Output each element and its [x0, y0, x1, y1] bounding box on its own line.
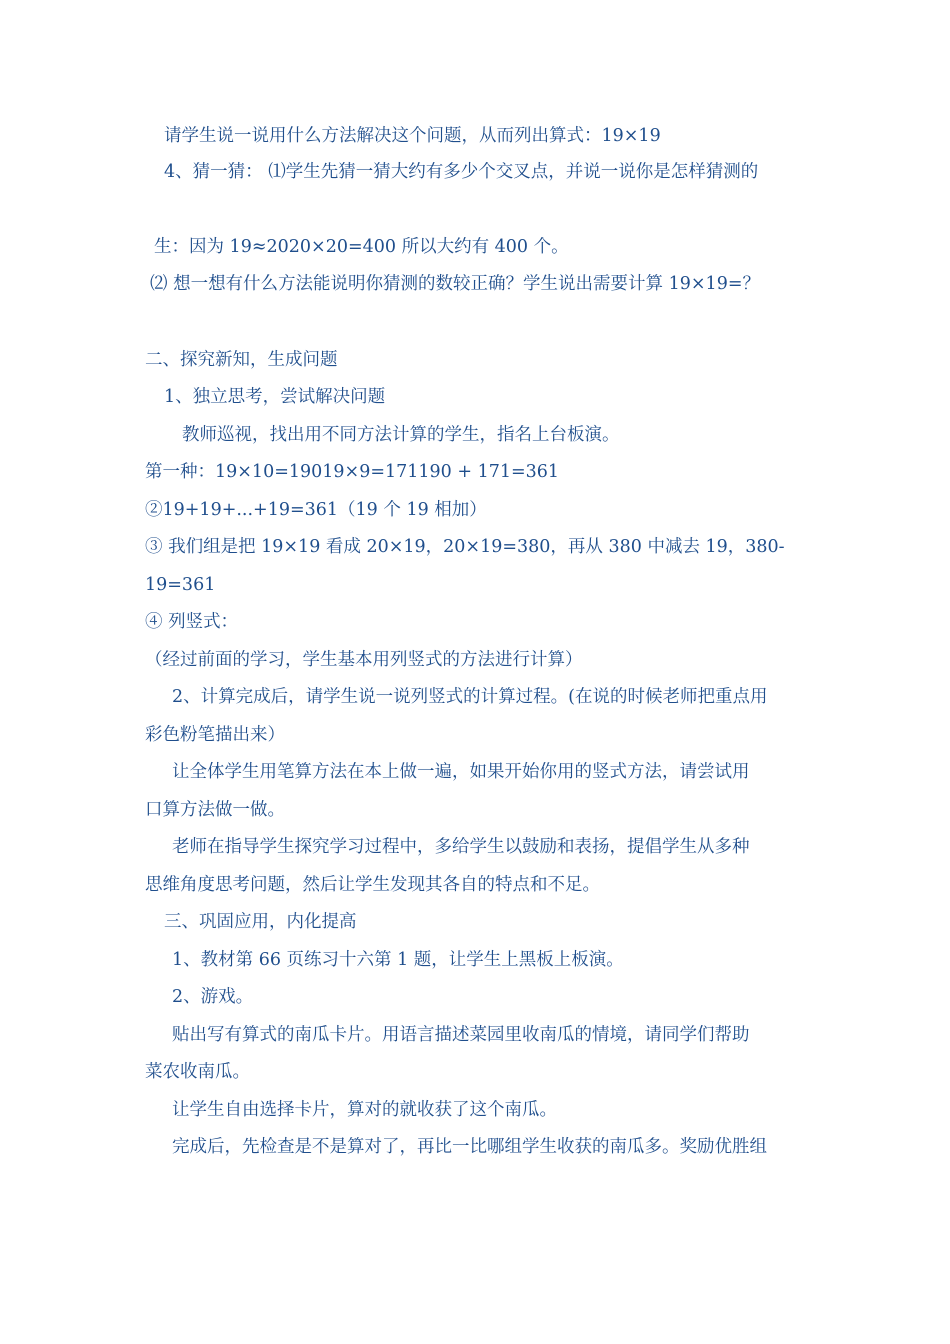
paragraph-line: 彩色粉笔描出来） [145, 725, 285, 745]
paragraph-line: 老师在指导学生探究学习过程中，多给学生以鼓励和表扬，提倡学生从多种 [172, 837, 750, 857]
method-line: ②19+19+...+19=361（19 个 19 相加） [145, 500, 487, 520]
paragraph-line: 让学生自由选择卡片，算对的就收获了这个南瓜。 [172, 1100, 557, 1120]
paragraph-line: 贴出写有算式的南瓜卡片。用语言描述菜园里收南瓜的情境，请同学们帮助 [172, 1025, 750, 1045]
paragraph-line: 教师巡视，找出用不同方法计算的学生，指名上台板演。 [182, 425, 620, 445]
method-line: 第一种：19×10=19019×9=171190 + 171=361 [145, 462, 560, 482]
paragraph-line: 口算方法做一做。 [145, 800, 285, 820]
subsection-heading: 1、独立思考，尝试解决问题 [164, 387, 386, 407]
paragraph-line: ⑵ 想一想有什么方法能说明你猜测的数较正确？学生说出需要计算 19×19=？ [150, 274, 760, 294]
paragraph-line: （经过前面的学习，学生基本用列竖式的方法进行计算） [145, 650, 583, 670]
paragraph-line: 2、游戏。 [172, 987, 254, 1007]
paragraph-line: 4、猜一猜： ⑴学生先猜一猜大约有多少个交叉点，并说一说你是怎样猜测的 [164, 162, 759, 182]
paragraph-line: 完成后，先检查是不是算对了，再比一比哪组学生收获的南瓜多。奖励优胜组 [172, 1137, 767, 1157]
method-line: ③ 我们组是把 19×19 看成 20×19，20×19=380，再从 380 中减去 19，380- [145, 537, 785, 557]
section-heading: 三、巩固应用，内化提高 [164, 912, 357, 932]
paragraph-line: 让全体学生用笔算方法在本上做一遍，如果开始你用的竖式方法，请尝试用 [172, 762, 750, 782]
section-heading: 二、探究新知，生成问题 [145, 350, 338, 370]
method-line: ④ 列竖式： [145, 612, 239, 632]
paragraph-line: 2、计算完成后，请学生说一说列竖式的计算过程。(在说的时候老师把重点用 [172, 687, 768, 707]
paragraph-line: 请学生说一说用什么方法解决这个问题，从而列出算式：19×19 [164, 126, 661, 146]
paragraph-line: 生：因为 19≈2020×20=400 所以大约有 400 个。 [154, 237, 569, 257]
paragraph-line: 菜农收南瓜。 [145, 1062, 250, 1082]
method-line: 19=361 [145, 575, 216, 595]
paragraph-line: 思维角度思考问题，然后让学生发现其各自的特点和不足。 [145, 875, 600, 895]
paragraph-line: 1、教材第 66 页练习十六第 1 题，让学生上黑板上板演。 [172, 950, 624, 970]
